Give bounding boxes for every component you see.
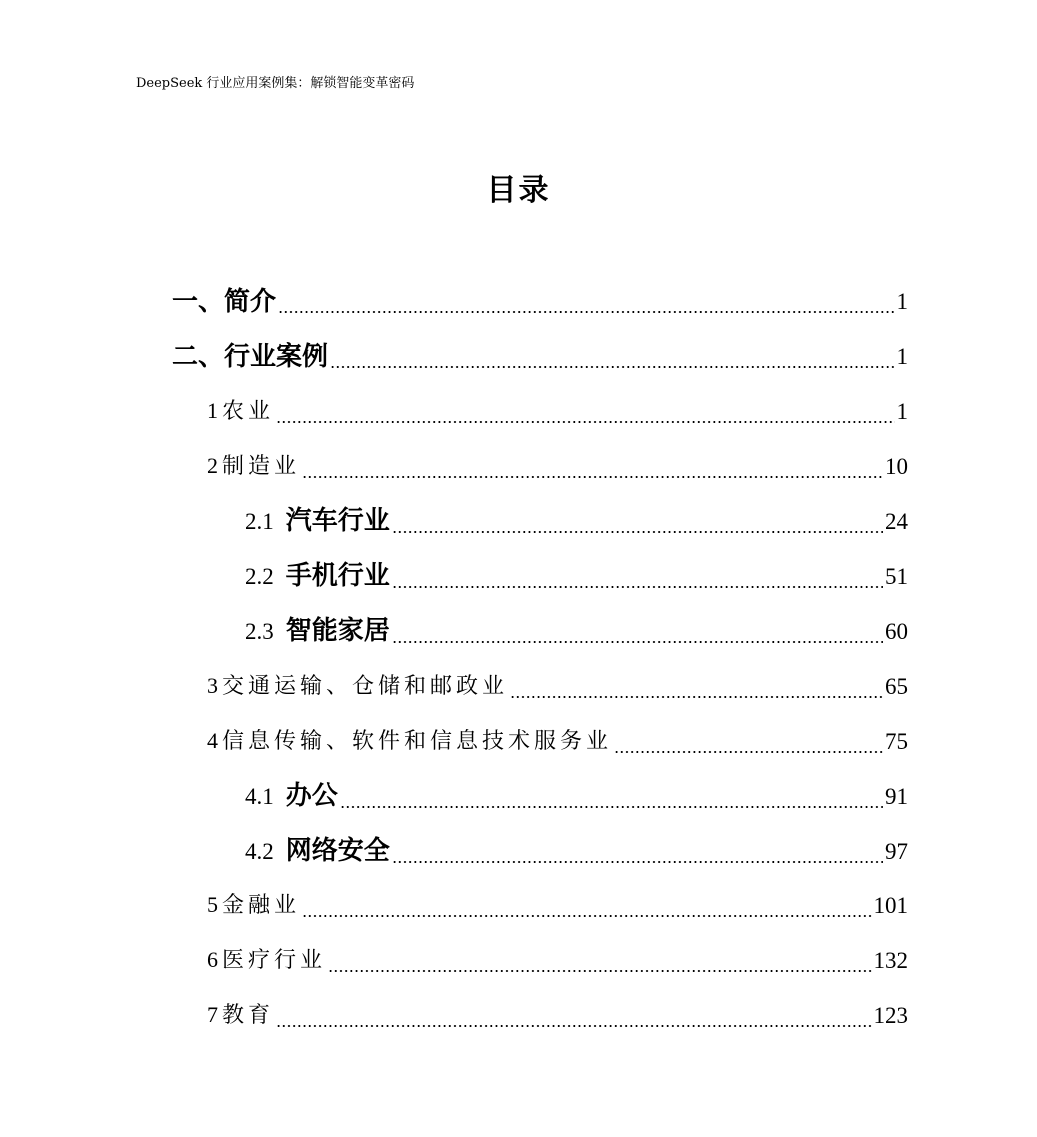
toc-leader-dots bbox=[328, 946, 871, 976]
toc-page-number: 1 bbox=[896, 344, 908, 369]
toc-entry-office[interactable] bbox=[245, 778, 908, 812]
toc-entry-agriculture[interactable] bbox=[207, 393, 908, 427]
toc-page-number: 91 bbox=[885, 784, 908, 809]
toc-leader-dots bbox=[392, 617, 883, 647]
toc-entry-label: 1 农业 bbox=[207, 398, 275, 424]
toc-page-number: 101 bbox=[873, 893, 908, 918]
toc-entry-label: 7 教育 bbox=[207, 1002, 275, 1028]
toc-leader-dots bbox=[340, 782, 883, 812]
toc-page-number: 132 bbox=[873, 948, 908, 973]
toc-leader-dots bbox=[392, 562, 883, 592]
toc-page-number: 51 bbox=[885, 564, 908, 589]
toc-leader-dots bbox=[276, 397, 894, 427]
toc-page-number: 24 bbox=[885, 509, 908, 534]
toc-entry-transport[interactable] bbox=[207, 668, 908, 702]
toc-leader-dots bbox=[276, 1001, 871, 1031]
toc-leader-dots bbox=[278, 287, 894, 317]
toc-entry-information-tech[interactable] bbox=[207, 723, 908, 757]
toc-leader-dots bbox=[392, 507, 883, 537]
toc-entry-label: 2.1 汽车行业 bbox=[245, 506, 390, 536]
toc-entry-cybersecurity[interactable] bbox=[245, 833, 908, 867]
toc-page-number: 1 bbox=[896, 289, 908, 314]
toc-page-number: 1 bbox=[896, 399, 908, 424]
toc-entry-smart-home[interactable] bbox=[245, 613, 908, 647]
toc-page-number: 10 bbox=[885, 454, 908, 479]
toc-entry-mobile-phones[interactable] bbox=[245, 558, 908, 592]
toc-entry-label: 2 制造业 bbox=[207, 453, 301, 479]
toc-entry-label: 5 金融业 bbox=[207, 892, 301, 918]
toc-entry-label: 二、行业案例 bbox=[172, 342, 329, 372]
toc-entry-automotive[interactable] bbox=[245, 503, 908, 537]
toc-page-number: 97 bbox=[885, 839, 908, 864]
toc-leader-dots bbox=[302, 891, 871, 921]
toc-page-number: 60 bbox=[885, 619, 908, 644]
toc-page-number: 65 bbox=[885, 674, 908, 699]
toc-entry-label: 3 交通运输、仓储和邮政业 bbox=[207, 673, 509, 699]
toc-entry-education[interactable] bbox=[207, 997, 908, 1031]
running-header: DeepSeek 行业应用案例集：解锁智能变革密码 bbox=[136, 76, 415, 91]
page-title: 目录 bbox=[486, 173, 551, 208]
toc-entry-manufacturing[interactable] bbox=[207, 448, 908, 482]
toc-page-number: 123 bbox=[873, 1003, 908, 1028]
toc-leader-dots bbox=[302, 452, 883, 482]
toc-entry-label: 4.1 办公 bbox=[245, 781, 338, 811]
toc-entry-finance[interactable] bbox=[207, 887, 908, 921]
toc-leader-dots bbox=[330, 342, 894, 372]
toc-entry-label: 2.3 智能家居 bbox=[245, 616, 390, 646]
toc-entry-label: 6 医疗行业 bbox=[207, 947, 327, 973]
toc-entry-label: 2.2 手机行业 bbox=[245, 561, 390, 591]
toc-entry-label: 4.2 网络安全 bbox=[245, 836, 390, 866]
toc-leader-dots bbox=[392, 837, 883, 867]
toc-entry-intro[interactable] bbox=[172, 283, 908, 317]
toc-entry-label: 一、简介 bbox=[172, 287, 277, 317]
toc-page-number: 75 bbox=[885, 729, 908, 754]
toc-leader-dots bbox=[510, 672, 883, 702]
toc-leader-dots bbox=[614, 727, 883, 757]
toc-entry-industry-cases[interactable] bbox=[172, 338, 908, 372]
toc-entry-label: 4 信息传输、软件和信息技术服务业 bbox=[207, 728, 613, 754]
toc-entry-healthcare[interactable] bbox=[207, 942, 908, 976]
